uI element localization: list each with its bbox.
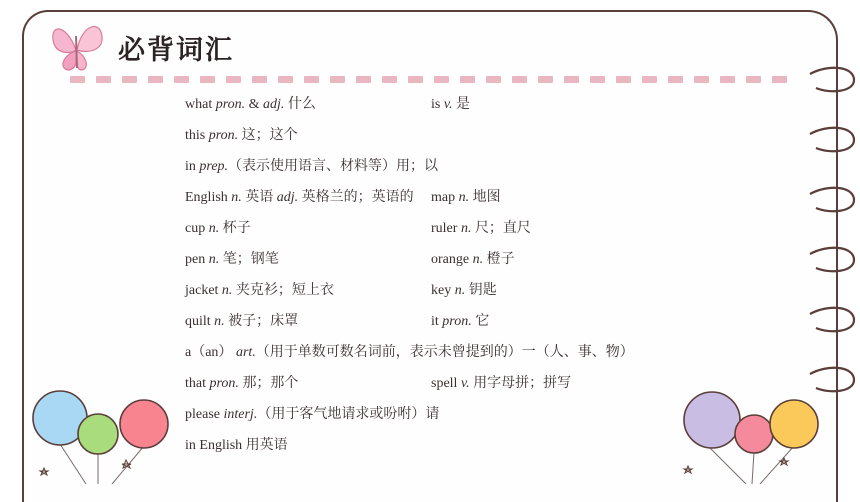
entry-text: 什么	[284, 97, 316, 112]
entry-text: that	[185, 376, 210, 391]
balloons-right-icon	[676, 386, 826, 484]
vocab-left-entry	[185, 248, 279, 268]
part-of-speech: v.	[443, 97, 453, 112]
entry-text: ruler	[431, 221, 461, 236]
vocab-left-entry	[185, 434, 288, 454]
entry-text: please	[185, 407, 224, 422]
vocabulary-list	[185, 0, 705, 484]
vocab-right-entry	[431, 186, 501, 206]
page-title: 必背词汇	[118, 35, 234, 66]
balloons-left-icon	[26, 388, 176, 484]
entry-text: 被子；床罩	[224, 314, 299, 329]
part-of-speech: interj.	[223, 407, 258, 422]
entry-text: 尺；直尺	[471, 221, 531, 236]
vocab-left-entry	[185, 155, 438, 175]
part-of-speech: pron.	[442, 314, 472, 329]
part-of-speech: prep.	[199, 159, 229, 174]
part-of-speech: n.	[460, 221, 472, 236]
entry-text: map	[431, 190, 459, 205]
entry-text: in English 用英语	[185, 438, 288, 453]
vocab-left-entry	[185, 217, 251, 237]
entry-text: 它	[471, 314, 490, 329]
part-of-speech: n.	[458, 190, 470, 205]
part-of-speech: adj.	[263, 97, 285, 112]
entry-text: 夹克衫；短上衣	[232, 283, 334, 298]
entry-text: a（an）	[185, 345, 236, 360]
part-of-speech: n.	[231, 190, 242, 205]
vocab-left-entry	[185, 279, 334, 299]
entry-text: 英语	[241, 190, 277, 205]
vocab-left-entry	[185, 124, 298, 144]
vocab-right-entry	[431, 279, 497, 299]
vocab-left-entry	[185, 186, 414, 206]
entry-text: （用于客气地请求或吩咐）请	[257, 407, 440, 422]
entry-text: 用字母拼；拼写	[469, 376, 572, 391]
entry-text: 橙子	[483, 252, 515, 267]
part-of-speech: n.	[454, 283, 466, 298]
part-of-speech: n.	[214, 314, 225, 329]
vocab-right-entry	[431, 93, 470, 113]
part-of-speech: n.	[472, 252, 484, 267]
entry-text: pen	[185, 252, 209, 267]
entry-text: （表示使用语言、材料等）用；以	[228, 159, 439, 174]
entry-text: 那；那个	[238, 376, 299, 391]
entry-text: what	[185, 97, 216, 112]
part-of-speech: pron.	[215, 97, 246, 112]
vocab-left-entry	[185, 310, 298, 330]
entry-text: （用于单数可数名词前，表示未曾提到的）一（人、事、物）	[255, 345, 634, 360]
part-of-speech: n.	[221, 283, 233, 298]
entry-text: spell	[431, 376, 461, 391]
entry-text: &	[245, 97, 264, 112]
entry-text: quilt	[185, 314, 215, 329]
entry-text: 这；这个	[238, 128, 298, 143]
vocab-right-entry	[431, 372, 571, 392]
part-of-speech: n.	[208, 252, 220, 267]
entry-text: orange	[431, 252, 473, 267]
entry-text: in	[185, 159, 200, 174]
vocab-right-entry	[431, 310, 489, 330]
entry-text: this	[185, 128, 209, 143]
entry-text: 笔；钢笔	[219, 252, 279, 267]
vocab-left-entry	[185, 93, 316, 113]
vocab-left-entry	[185, 341, 634, 361]
vocab-left-entry	[185, 403, 439, 423]
vocab-left-entry	[185, 372, 298, 392]
part-of-speech: adj.	[276, 190, 299, 205]
entry-text: English	[185, 190, 232, 205]
butterfly-icon	[46, 20, 108, 74]
part-of-speech: v.	[460, 376, 470, 391]
entry-text: jacket	[185, 283, 222, 298]
part-of-speech: art.	[235, 345, 256, 360]
entry-text: 英格兰的；英语的	[298, 190, 414, 205]
vocab-right-entry	[431, 217, 531, 237]
entry-text: 杯子	[219, 221, 251, 236]
entry-text: 地图	[469, 190, 501, 205]
part-of-speech: pron.	[209, 376, 239, 391]
entry-text: 钥匙	[465, 283, 497, 298]
entry-text: cup	[185, 221, 209, 236]
entry-text: it	[431, 314, 443, 329]
entry-text: 是	[452, 97, 471, 112]
entry-text: key	[431, 283, 455, 298]
part-of-speech: pron.	[208, 128, 239, 143]
vocab-right-entry	[431, 248, 515, 268]
entry-text: is	[431, 97, 444, 112]
part-of-speech: n.	[208, 221, 220, 236]
